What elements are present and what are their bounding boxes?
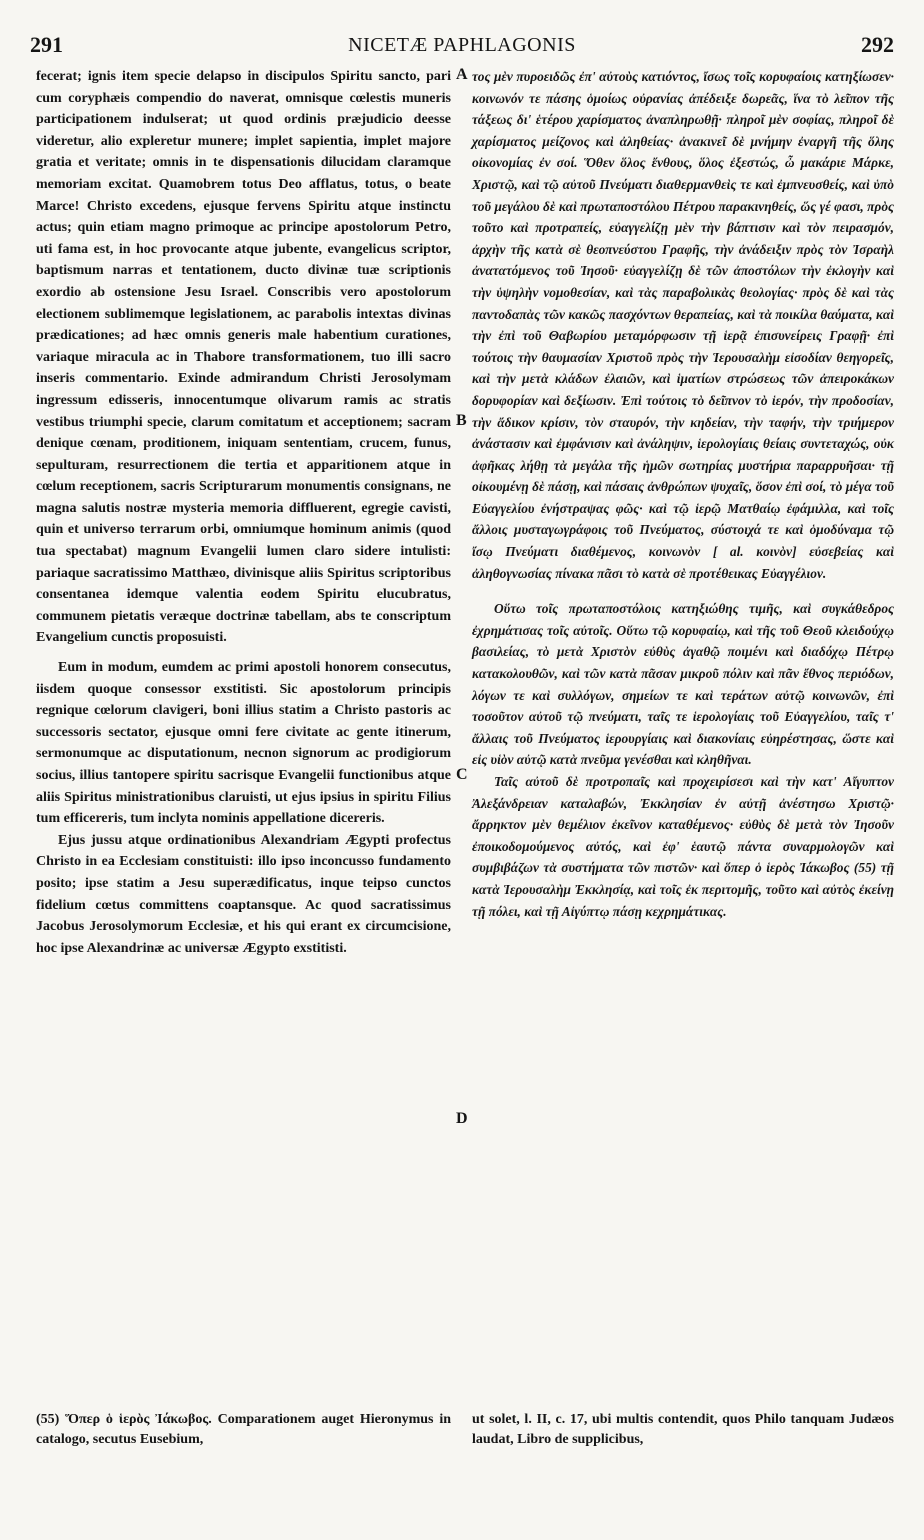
latin-paragraph-2: Eum in modum, eumdem ac primi apostoli honorem consecutus, iisdem quoque consessor exstitisti. Sic apostolorum principis regnique cœlorum clavigeri, boni illius statim a Christo pastoris ac successoris sectator, ejusque omni fere civitate ac gente itinerum, sermonumque ac disputationum, necnon signorum ac prodigiorum socius, illius tantopere spiritu sacrisque Evangelii functionibus atque aliis Spiritus ministrationibus claruisti, ut ejus ipsius in spiritu Filius tum efficereris, tum inclyta nominis appellatione dicereris. <box>36 660 451 827</box>
page-number-right: 292 <box>861 32 894 57</box>
section-marker-c: C <box>456 766 468 783</box>
page-number-left: 291 <box>30 32 63 57</box>
greek-paragraph-1: τος μὲν πυροειδῶς ἐπ' αὐτοὺς κατιόντος, ἴσως τοῖς κορυφαίοις κατηξίωσεν· κοινωνόν τε πάσης ὁμοίως οὐρανίας ἀπέδειξε δωρεᾶς, ἵνα τὸ λεῖπον τῆς τάξεως δι' ἑτέρου χαρίσματος ἀναπληρωθῇ· πληροῖ μὲν σοφίας, πληροῖ δὲ χαρίσματος μείζονος καὶ ἀληθείας· ἀνακινεῖ δὲ μνήμην ἐναργῆ τῆς ὅλης οἰκονομίας ἐν σοί. Ὅθεν ὅλος ἔνθους, ὅλος ἐξεστώς, ὦ μακάριε Μάρκε, Χριστῷ, καὶ τῷ αὐτοῦ Πνεύματι διαθερμανθεὶς τε καὶ ἐμπνευσθείς, καὶ ὑπὸ τοῦ μεγάλου δὲ καὶ πρωταποστόλου Πέτρου παρακινηθείς, ὥς γέ φασι, πρὸς τοῦτο καὶ προτραπείς, εὐαγγελίζῃ μὲν τὴν βάπτισιν καὶ τὸν πειρασμόν, ἀρχὴν τῆς κατὰ σὲ θεοπνεύστου Γραφῆς, τὴν ἀνάδειξιν πρὸς τὸν Ἰσραὴλ ἀνατατόμενος τοῦ Ἰησοῦ· εὐαγγελίζῃ δὲ τῶν ἀποστόλων τὴν ἐκλογὴν καὶ τὴν ὑψηλὴν νομοθεσίαν, καὶ τὰς παραβολικὰς θεολογίας· πρὸς δὲ καὶ τὰς παντοδαπὰς τῶν κακῶς πασχόντων θεραπείας, καὶ τὰ ποικίλα θαύματα, καὶ τὴν ἐπὶ τοῦ Θαβωρίου μεταμόρφωσιν τῇ ἱερᾷ ἐπισυνείρεις Γραφῇ· ἐπὶ τούτοις τὴν θαυμασίαν Χριστοῦ πρὸς τὴν Ἱερουσαλὴμ εἰσοδίαν θεηγορεῖς, καὶ τὴν μετὰ κλάδων ἐλαιῶν, καὶ ἱματίων στρώσεως τῶν ἀπειροκάκων δορυφορίαν καὶ δεξίωσιν. Ἐπὶ τούτοις τὸ δεῖπνον τὸ ἱερόν, τὴν προδοσίαν, τὴν ἄδικον κρίσιν, τὸν σταυρόν, τὴν κηδείαν, τὴν ταφήν, τὴν τριήμερον ἀνάστασιν καὶ ἐμφάνισιν καὶ ἀνάληψιν, ἱερολογίαις θείαις συντεταχώς, οὐκ ἀφῆκας λήθῃ τὰ μεγάλα τῆς ἡμῶν σωτηρίας μυστήρια παραρρυῆσαι· τῇ οἰκουμένῃ δὲ πάσῃ, καὶ πάσαις ἀνθρώπων ψυχαῖς, ὅσον ἐπὶ σοί, τὸ μέγα τοῦ Εὐαγγελίου ἐνήστραψας φῶς· καὶ τῷ ἱερῷ Ματθαίῳ ἐφάμιλλα, καὶ τοῖς ἄλλοις μυσταγωγράφοις τοῦ Πνεύματος, σύστοιχά τε καὶ ὁμοδύναμα τῷ ἴσῳ Πνεύματι διαθέμενος, κοινωνὸν [ al. κοινὸν] εὐσεβείας καὶ ἀληθογνωσίας πίνακα πᾶσι τὸ κατὰ σὲ προτέθεικας Εὐαγγέλιον. <box>472 69 894 581</box>
latin-paragraph-3: Ejus jussu atque ordinationibus Alexandriam Ægypti profectus Christo in ea Ecclesiam constituisti: illo ipso inconcusso fundamento posito; ipse statim a Jesu superædificatus, inque teipso cunctos fidelium cœtus committens coaptansque. Ac quod sacratissimus Jacobus Jerosolymorum Ecclesiæ, et his qui erant ex circumcisione, hoc ipse Alexandrinæ ac universæ Ægypto exstitisti. <box>36 832 451 956</box>
footnote-right: ut solet, l. II, c. 17, ubi multis contendit, quos Philo tanquam Judæos laudat, Libro de supplicibus, <box>472 1412 894 1447</box>
greek-paragraph-2: Οὕτω τοῖς πρωταποστόλοις κατηξιώθης τιμῆς, καὶ συγκάθεδρος ἐχρημάτισας τοῖς αὐτοῖς. Οὕτω τῷ κορυφαίῳ, καὶ τῆς τοῦ Θεοῦ κλειδούχῳ βασιλείας, τὸ μετὰ Χριστὸν εὐθὺς ἀγαθῷ ποιμένι καὶ διαδόχῳ Πέτρῳ κατακολουθῶν, καὶ τῶν κατὰ πᾶσαν μικροῦ πόλιν καὶ πᾶν ἔθνος περιόδων, λόγων τε καὶ συλλόγων, σημείων τε καὶ τεράτων αὐτῷ κοινωνῶν, ἐπὶ τοσοῦτον αὐτοῦ τῷ πνεύματι, ταῖς τε ἱερολογίαις τοῦ Εὐαγγελίου, ταῖς τ' ἄλλαις τοῦ Πνεύματος ἱερουργίαις καὶ διακονίαις εὐηρέστησας, ὥστε καὶ εἰς υἱὸν αὐτῷ κατὰ πνεῦμα γενέσθαι καὶ κληθῆναι. <box>472 601 894 768</box>
section-marker-d: D <box>456 1110 468 1127</box>
section-marker-b: B <box>456 412 467 429</box>
page-header <box>30 30 894 64</box>
greek-paragraph-3: Ταῖς αὐτοῦ δὲ προτροπαῖς καὶ προχειρίσεσι καὶ τὴν κατ' Αἴγυπτον Ἀλεξάνδρειαν καταλαβών, Ἐκκλησίαν ἐν αὐτῇ ἀνέστησω Χριστῷ· ἄρρηκτον μὲν θεμέλιον ἐκεῖνον καταθέμενος· εὐθὺς δὲ μετὰ τὸν Ἰησοῦν ἐποικοδομούμενος αὐτός, καὶ ἐφ' ἑαυτῷ πάντα συναρμολογῶν καὶ συμβιβάζων τὰ συστήματα τῶν πιστῶν· καὶ ὅπερ ὁ ἱερὸς Ἰάκωβος (55) τῇ κατὰ Ἱερουσαλὴμ Ἐκκλησίᾳ, καὶ τοῖς ἐκ περιτομῆς, τοῦτο καὶ αὐτὸς ἐκείνῃ τῇ πόλει, καὶ τῇ Αἰγύπτῳ πάσῃ κεχρημάτικας. <box>472 774 894 919</box>
latin-paragraph-1: fecerat; ignis item specie delapso in discipulos Spiritu sancto, pari cum coryphæis compendio do naverat, omnisque cœlestis muneris participationem indulserat; ut quod ordinis præjudicio deesse videretur, alio expleretur munere; implet sapientia, implet majore gratia et veritate; omnis in te dispensationis dilucidam claramque memoriam excitat. Quamobrem totus Deo afflatus, totus, o beate Marce! Christo excedens, ejusque fervens Spiritu atque instinctu actus; quin etiam magno primoque ac principe apostolorum Petro, uti fama est, in hoc provocante atque jubente, evangelicus scriptor, baptismum narras et tentationem, ducto divinæ tuæ scriptionis exordio ab ostensione Jesu Israel. Conscribis vero apostolorum electionem sublimemque legislationem, ac parabolis intextas divinas prædicationes; ad hæc omnis generis male habentium curationes, variaque miracula ac in Thabore transformationem, tuo illi sacro inseris commentario. Exinde admirandum Christi Jerosolymam ingressum edisseris, innocentumque olivarum ramis ac stratis vestibus triumphi specie, clarum comitatum et acceptionem; sacram denique cœnam, proditionem, iniquam sententiam, crucem, funus, sepulturam, resurrectionem die tertia et apparitionem atque in cœlum receptionem, sacris Scripturarum monumentis consignans, ne magna salutis nostræ mysteria memoria diffluerent, egregie cavisti, quin et universo terrarum orbi, omniumque hominum animis (quod tua spectabat) magnum Evangelii lumen claro sidere intulisti: pariaque sacratissimo Matthæo, divinisque aliis Spiritus scriptoribus consentanea idemque valentia eodem Spiritu elucubratus, communem pietatis veræque doctrinæ tabellam, abs te conscriptum Evangelium cunctis proposuisti. <box>36 69 451 646</box>
latin-column <box>36 66 451 959</box>
section-marker-a: A <box>456 66 468 83</box>
running-title: NICETÆ PAPHLAGONIS <box>348 34 576 56</box>
greek-column <box>472 66 894 922</box>
footnote-left: (55) Ὅπερ ὁ ἱερὸς Ἰάκωβος. Comparationem auget Hieronymus in catalogo, secutus Eusebium, <box>36 1412 451 1447</box>
